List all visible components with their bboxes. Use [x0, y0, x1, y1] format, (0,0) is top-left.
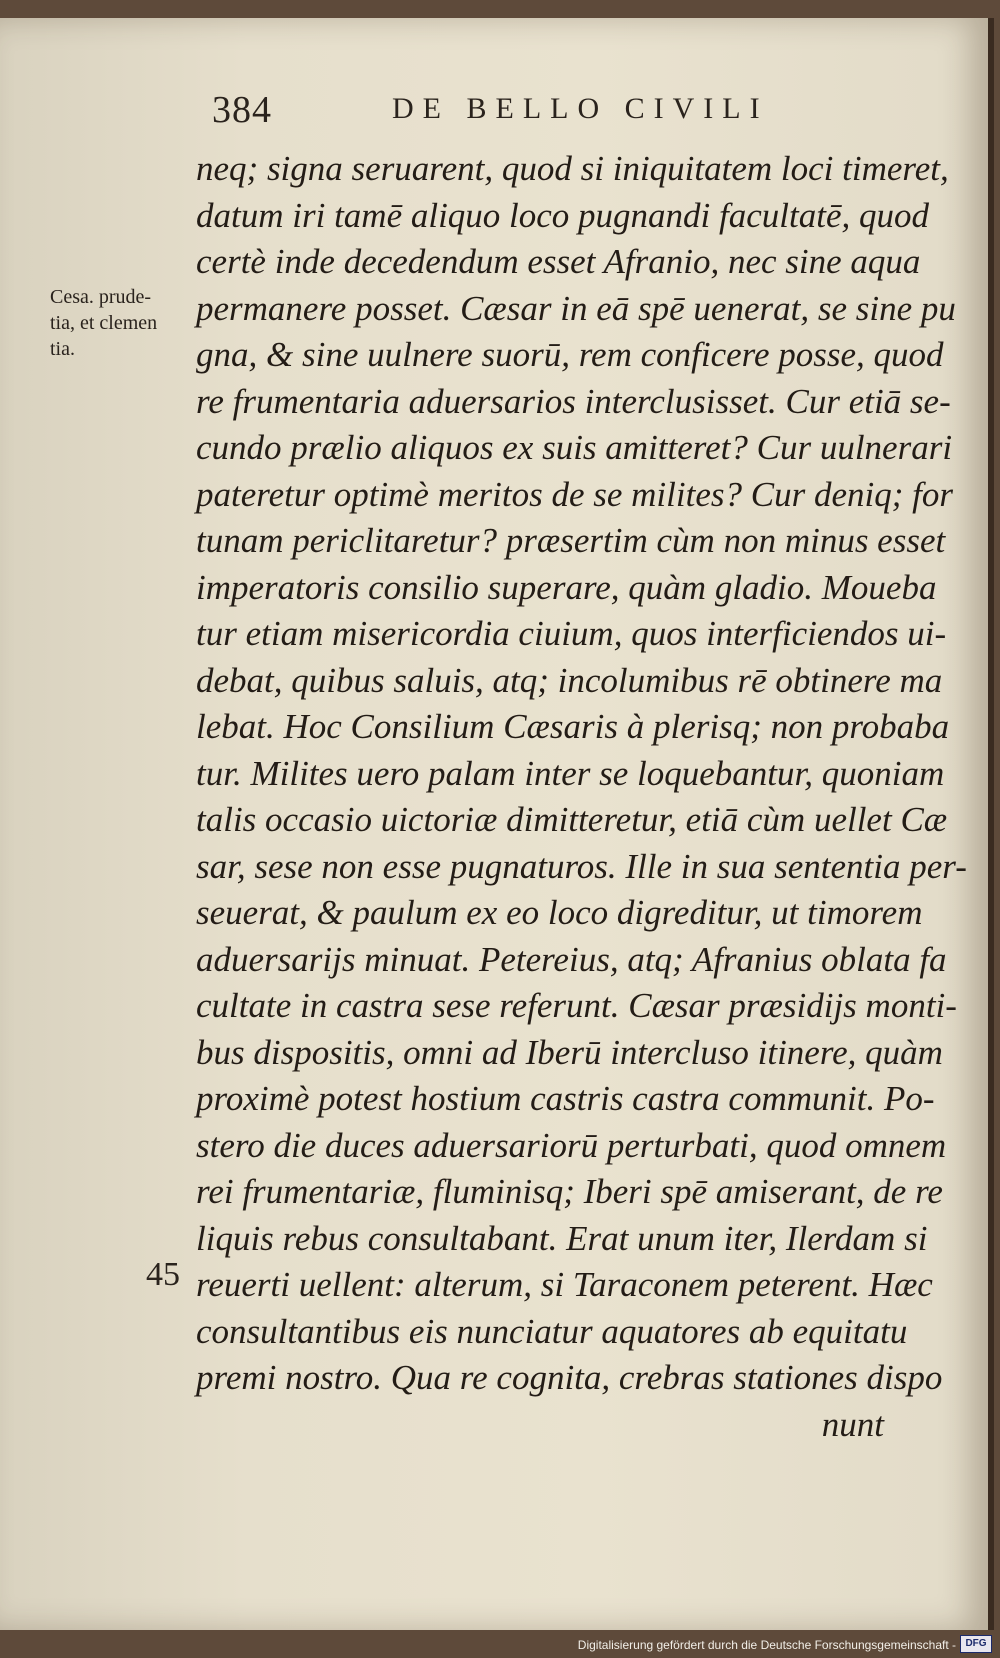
running-head: [212, 88, 812, 138]
text-line: proximè potest hostium castris castra communit. Po-: [196, 1079, 935, 1118]
text-line: pateretur optimè meritos de se milites? Cur deniq; for: [196, 474, 953, 514]
text-line: premi nostro. Qua re cognita, crebras stationes dispo: [196, 1358, 943, 1397]
marginal-note-line: tia, et clemen: [50, 312, 158, 334]
text-line: gna, & sine uulnere suorū, rem conficere posse, quod: [196, 335, 944, 374]
text-line: cultate in castra sese referunt. Cæsar præsidijs monti-: [196, 986, 957, 1025]
footer-bar: [0, 1630, 1000, 1658]
text-line: tur. Milites uero palam inter se loquebantur, quoniam: [196, 753, 945, 793]
text-line: permanere posset. Cæsar in eā spē uenerat, se sine pu: [196, 288, 956, 328]
text-line: certè inde decedendum esset Afranio, nec sine aqua: [196, 242, 921, 281]
text-line: imperatoris consilio superare, quàm gladio. Moueba: [196, 567, 937, 607]
text-line: neq; signa seruarent, quod si iniquitatem loci timeret,: [196, 149, 949, 188]
text-line: liquis rebus consultabant. Erat unum iter, Ilerdam si: [196, 1218, 928, 1258]
dfg-logo-icon: DFG: [960, 1635, 992, 1653]
text-line: rei frumentariæ, fluminisq; Iberi spē amiserant, de re: [196, 1172, 943, 1211]
catchword: nunt: [821, 1404, 884, 1444]
header-title: DE BELLO CIVILI: [392, 92, 769, 125]
text-line: lebat. Hoc Consilium Cæsaris à plerisq; non probaba: [196, 707, 950, 746]
text-line: debat, quibus saluis, atq; incolumibus rē obtinere ma: [196, 660, 943, 700]
text-line: talis occasio uictoriæ dimitteretur, etiā cùm uellet Cæ: [196, 800, 948, 839]
book-page: [0, 18, 994, 1630]
text-line: cundo prælio aliquos ex suis amitteret? Cur uulnerari: [196, 428, 953, 467]
text-line: bus dispositis, omni ad Iberū intercluso itinere, quàm: [196, 1032, 943, 1072]
text-line: tur etiam misericordia ciuium, quos interficiendos ui-: [196, 614, 947, 653]
text-line: aduersarijs minuat. Petereius, atq; Afranius oblata fa: [196, 939, 947, 979]
folio-number: 45: [146, 1256, 180, 1293]
text-line: stero die duces aduersariorū perturbati, quod omnem: [196, 1125, 947, 1165]
text-line: re frumentaria aduersarios interclusisset. Cur etiā se-: [196, 381, 951, 421]
footer-credit: Digitalisierung gefördert durch die Deutsche Forschungsgemeinschaft -: [577, 1638, 956, 1652]
text-line: tunam periclitaretur? præsertim cùm non minus esset: [196, 521, 946, 560]
text-line: consultantibus eis nunciatur aquatores ab equitatu: [196, 1311, 908, 1351]
page-number: 384: [212, 89, 272, 131]
text-line: seuerat, & paulum ex eo loco digreditur, ut timorem: [196, 893, 923, 932]
marginal-note-line: Cesa. prude-: [50, 286, 152, 308]
text-line: reuerti uellent: alterum, si Taraconem peterent. Hæc: [196, 1265, 933, 1304]
text-line: sar, sese non esse pugnaturos. Ille in sua sententia per-: [196, 846, 967, 886]
marginal-note: [50, 284, 210, 362]
marginal-note-line: tia.: [50, 338, 75, 360]
text-line: datum iri tamē aliquo loco pugnandi facultatē, quod: [196, 195, 930, 235]
body-text: [196, 146, 967, 1448]
